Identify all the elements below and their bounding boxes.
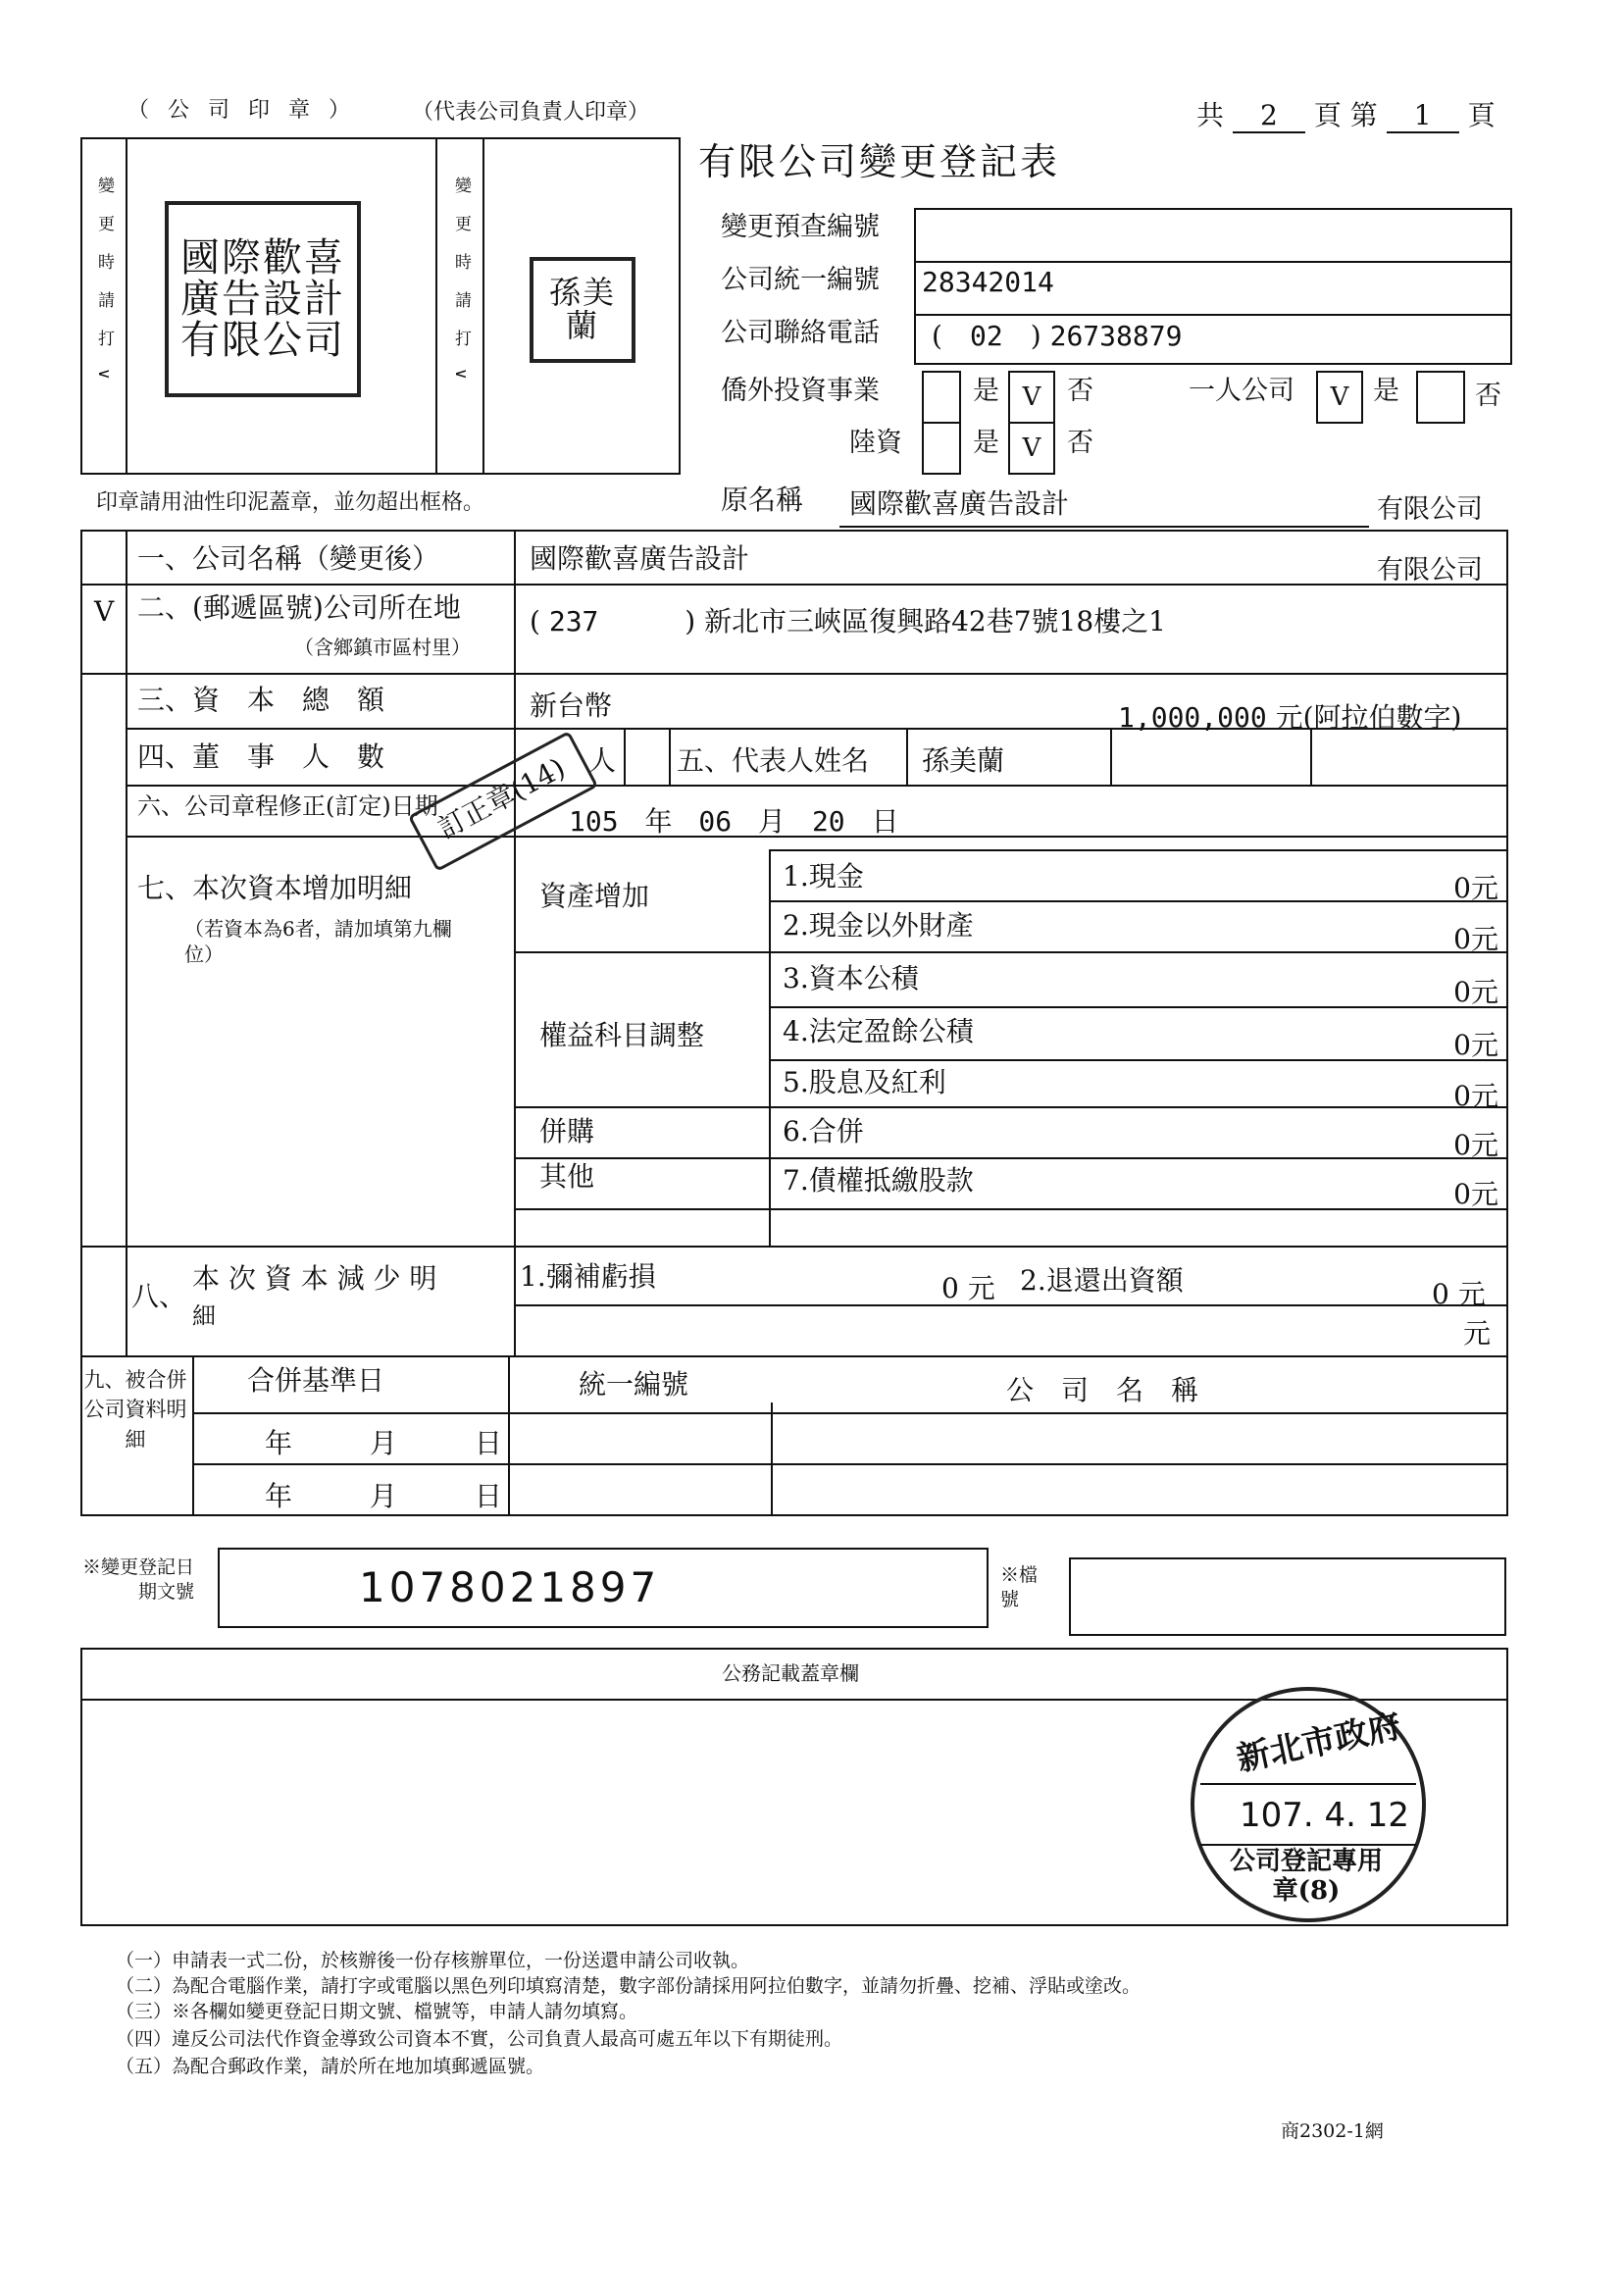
merge-group-label: 併購 — [539, 1115, 595, 1147]
phone-number: 26738879 — [1049, 320, 1183, 352]
increase-item-label: 3.資本公積 — [783, 962, 919, 994]
page-current: 1 — [1387, 99, 1459, 133]
address-value: ( 237 ) 新北市三峽區復興路42巷7號18樓之1 — [530, 605, 1166, 637]
company-name-value: 國際歡喜廣告設計 — [530, 542, 750, 575]
merge-row-date: 年 月 日 — [265, 1480, 502, 1512]
note-item: （四）違反公司法代作資金導致公司資本不實，公司負責人最高可處五年以下有期徒刑。 — [116, 2028, 843, 2050]
no-label: 否 — [1067, 376, 1093, 406]
capital-currency: 新台幣 — [530, 689, 613, 722]
other-group-label: 其他 — [539, 1160, 595, 1193]
decrease-extra-unit: 元 — [1463, 1317, 1492, 1350]
overseas-label: 僑外投資事業 — [721, 376, 880, 406]
equity-group-label: 權益科目調整 — [539, 1019, 705, 1051]
mainland-label: 陸資 — [849, 428, 902, 458]
page-unit: 頁 — [1313, 99, 1342, 131]
rep-seal-label: （代表公司負責人印章） — [412, 100, 650, 125]
overseas-no-checkbox[interactable] — [1008, 371, 1055, 424]
correction-stamp: 訂正章(14) — [408, 731, 598, 872]
official-stamp-bottom: 公司登記專用章(8) — [1229, 1847, 1383, 1906]
decrease-item-1-value: 0 元 — [941, 1272, 995, 1304]
official-stamp-date: 107. 4. 12 — [1240, 1796, 1410, 1835]
merge-col-date: 合併基準日 — [247, 1364, 385, 1397]
mainland-yes-checkbox[interactable] — [922, 422, 961, 475]
capital-increase-note: （若資本為6者，請加填第九欄位） — [184, 917, 452, 966]
increase-item-label: 7.債權抵繳股款 — [783, 1164, 974, 1197]
address-sublabel: （含鄉鎮市區村里） — [294, 636, 471, 659]
capital-decrease-label: 八、 — [131, 1280, 187, 1312]
capital-decrease-label: 本 次 資 本 減 少 明 — [192, 1262, 437, 1295]
merge-col-name: 公 司 名 稱 — [1006, 1374, 1199, 1406]
orig-name-suffix: 有限公司 — [1377, 494, 1483, 525]
increase-item-label: 2.現金以外財產 — [783, 909, 974, 942]
mainland-no-checkbox[interactable] — [1008, 422, 1055, 475]
company-name-label: 一、公司名稱（變更後） — [137, 542, 440, 575]
tax-id-value: 28342014 — [922, 266, 1054, 298]
no-label: 否 — [1067, 428, 1093, 458]
merge-label: 九、被合併公司資料明細 — [83, 1368, 187, 1452]
check-mark: V — [1330, 382, 1349, 412]
page-total-prefix: 共 — [1196, 99, 1225, 131]
official-stamp-top: 新北市政府 — [1233, 1706, 1405, 1780]
increase-item-value: 0元 — [1453, 976, 1498, 1008]
increase-item-value: 0元 — [1453, 1029, 1498, 1061]
increase-item-value: 0元 — [1453, 1080, 1498, 1112]
decrease-item-2-value: 0 元 — [1432, 1278, 1486, 1310]
change-mark-note: 變更時請打∨ — [451, 177, 471, 402]
date-doc-label: ※變更登記日期文號 — [81, 1556, 194, 1603]
yes-label: 是 — [1373, 376, 1399, 406]
zip-code: 237 — [548, 605, 599, 637]
increase-item-value: 0元 — [1453, 872, 1498, 904]
note-item: （二）為配合電腦作業，請打字或電腦以黑色列印填寫清楚，數字部份請採用阿拉伯數字，並請勿折疊、挖補、浮貼或塗改。 — [116, 1975, 1142, 1997]
one-person-yes-checkbox[interactable] — [1316, 371, 1363, 424]
phone-label: 公司聯絡電話 — [721, 318, 880, 348]
date-doc-value: 1078021897 — [359, 1563, 661, 1611]
increase-item-value: 0元 — [1453, 923, 1498, 955]
page-unit: 頁 — [1467, 99, 1496, 131]
representative-name: 孫美蘭 — [922, 744, 1005, 777]
capital-amount: 1,000,000 元(阿拉伯數字) — [1118, 701, 1462, 734]
one-person-no-checkbox[interactable] — [1416, 371, 1465, 424]
official-box-title: 公務記載蓋章欄 — [722, 1661, 859, 1685]
increase-item-label: 5.股息及紅利 — [783, 1066, 946, 1098]
archive-field[interactable] — [1069, 1557, 1506, 1636]
representative-label: 五、代表人姓名 — [677, 744, 870, 777]
phone-value: ( 02 ) 26738879 — [932, 320, 1183, 352]
one-person-label: 一人公司 — [1189, 376, 1294, 406]
articles-date-label: 六、公司章程修正(訂定)日期 — [137, 792, 438, 820]
page-current-prefix: 第 — [1349, 99, 1378, 131]
increase-item-value: 0元 — [1453, 1129, 1498, 1161]
company-name-suffix: 有限公司 — [1377, 555, 1483, 586]
overseas-yes-checkbox[interactable] — [922, 371, 961, 424]
capital-label: 三、資 本 總 額 — [137, 684, 385, 716]
address-change-mark: V — [94, 595, 115, 628]
orig-name-value: 國際歡喜廣告設計 — [849, 487, 1070, 520]
phone-area-code: 02 — [969, 320, 1003, 352]
capital-increase-label: 七、本次資本增加明細 — [137, 872, 413, 904]
seal-notice: 印章請用油性印泥蓋章，並勿超出框格。 — [96, 490, 485, 515]
note-item: （五）為配合郵政作業，請於所在地加填郵遞區號。 — [116, 2056, 545, 2077]
increase-item-label: 1.現金 — [783, 860, 864, 892]
increase-item-label: 4.法定盈餘公積 — [783, 1015, 974, 1047]
tax-id-label: 公司統一編號 — [721, 265, 880, 295]
precheck-label: 變更預查編號 — [721, 212, 880, 242]
increase-item-label: 6.合併 — [783, 1115, 864, 1147]
assets-group-label: 資產增加 — [539, 880, 650, 912]
decrease-item-2: 2.退還出資額 — [1020, 1264, 1184, 1297]
check-mark: V — [1022, 433, 1041, 463]
company-seal-label: （ 公 司 印 章 ） — [127, 98, 356, 123]
merge-row-date: 年 月 日 — [265, 1427, 502, 1459]
check-mark: V — [1022, 382, 1041, 412]
address-text: 新北市三峽區復興路42巷7號18樓之1 — [704, 605, 1166, 637]
archive-label: ※檔號 — [1000, 1564, 1039, 1610]
decrease-item-1: 1.彌補虧損 — [520, 1260, 656, 1293]
directors-label: 四、董 事 人 數 — [137, 740, 385, 773]
no-label: 否 — [1475, 381, 1501, 411]
page-counter — [1196, 94, 1496, 133]
company-seal: 國際歡喜廣告設計有限公司 — [165, 201, 361, 397]
yes-label: 是 — [973, 428, 999, 458]
representative-seal: 孫美蘭 — [530, 257, 635, 363]
articles-date-value: 105 年 06 月 20 日 — [569, 805, 899, 838]
merge-col-id: 統一編號 — [579, 1368, 689, 1401]
form-code: 商2302-1網 — [1281, 2120, 1384, 2142]
yes-label: 是 — [973, 376, 999, 406]
increase-item-value: 0元 — [1453, 1178, 1498, 1210]
orig-name-label: 原名稱 — [721, 484, 804, 516]
change-mark-note: 變更時請打∨ — [94, 177, 114, 402]
note-item: （一）申請表一式二份，於核辦後一份存核辦單位，一份送還申請公司收執。 — [116, 1950, 750, 1971]
directors-unit: 人 — [588, 744, 617, 777]
form-title: 有限公司變更登記表 — [698, 140, 1061, 183]
note-item: （三）※各欄如變更登記日期文號、檔號等，申請人請勿填寫。 — [116, 2001, 638, 2022]
page-total: 2 — [1233, 99, 1305, 133]
capital-decrease-label: 細 — [192, 1302, 216, 1330]
address-label: 二、(郵遞區號)公司所在地 — [137, 591, 461, 624]
